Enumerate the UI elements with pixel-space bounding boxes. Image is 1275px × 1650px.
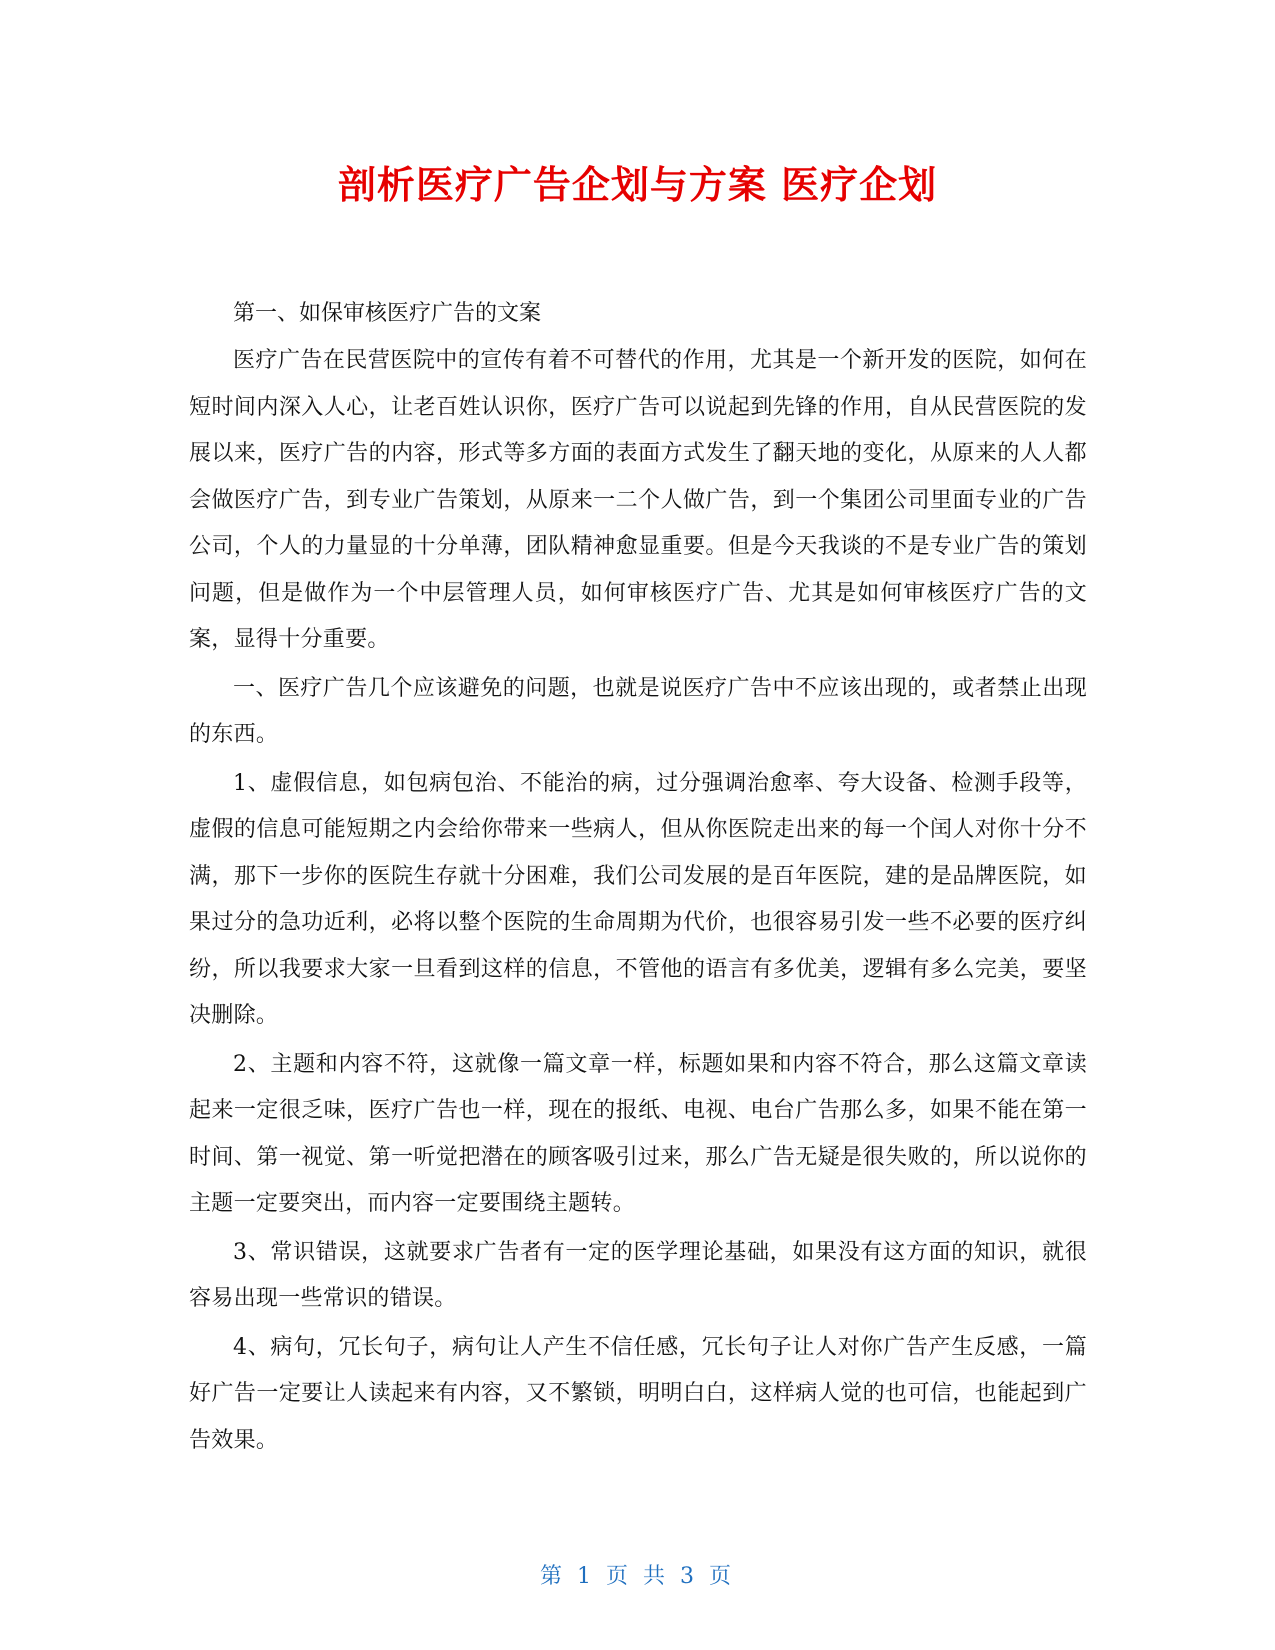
- paragraph-issues-heading: 一、医疗广告几个应该避免的问题，也就是说医疗广告中不应该出现的，或者禁止出现的东西。: [189, 675, 1087, 747]
- section-heading: 第一、如保审核医疗广告的文案: [233, 301, 542, 326]
- paragraph-item-2: 2、主题和内容不符，这就像一篇文章一样，标题如果和内容不符合，那么这篇文章读起来一定很乏味，医疗广告也一样，现在的报纸、电视、电台广告那么多，如果不能在第一时间、第一视觉、第一听觉把潜在的顾客吸引过来，那么广告无疑是很失败的，所以说你的主题一定要突出，而内容一定要围绕主题转。: [189, 1051, 1087, 1216]
- paragraph-item-4: 4、病句，冗长句子，病句让人产生不信任感，冗长句子让人对你广告产生反感，一篇好广告一定要让人读起来有内容，又不繁锁，明明白白，这样病人觉的也可信，也能起到广告效果。: [189, 1334, 1087, 1453]
- document-body: [189, 290, 1087, 1464]
- paragraph-intro: 医疗广告在民营医院中的宣传有着不可替代的作用，尤其是一个新开发的医院，如何在短时间内深入人心，让老百姓认识你，医疗广告可以说起到先锋的作用，自从民营医院的发展以来，医疗广告的内容，形式等多方面的表面方式发生了翻天地的变化，从原来的人人都会做医疗广告，到专业广告策划，从原来一二个人做广告，到一个集团公司里面专业的广告公司，个人的力量显的十分单薄，团队精神愈显重要。但是今天我谈的不是专业广告的策划问题，但是做作为一个中层管理人员，如何审核医疗广告、尤其是如何审核医疗广告的文案，显得十分重要。: [189, 348, 1087, 652]
- paragraph-item-3: 3、常识错误，这就要求广告者有一定的医学理论基础，如果没有这方面的知识，就很容易出现一些常识的错误。: [189, 1239, 1087, 1311]
- document-title: 剖析医疗广告企划与方案 医疗企划: [337, 163, 938, 207]
- paragraph-item-1: 1、虚假信息，如包病包治、不能治的病，过分强调治愈率、夸大设备、检测手段等，虚假的信息可能短期之内会给你带来一些病人，但从你医院走出来的每一个闰人对你十分不满，那下一步你的医院生存就十分困难，我们公司发展的是百年医院，建的是品牌医院，如果过分的急功近利，必将以整个医院的生命周期为代价，也很容易引发一些不必要的医疗纠纷，所以我要求大家一旦看到这样的信息，不管他的语言有多优美，逻辑有多么完美，要坚决删除。: [189, 770, 1087, 1028]
- page-number-footer: 第 1 页 共 3 页: [540, 1564, 735, 1589]
